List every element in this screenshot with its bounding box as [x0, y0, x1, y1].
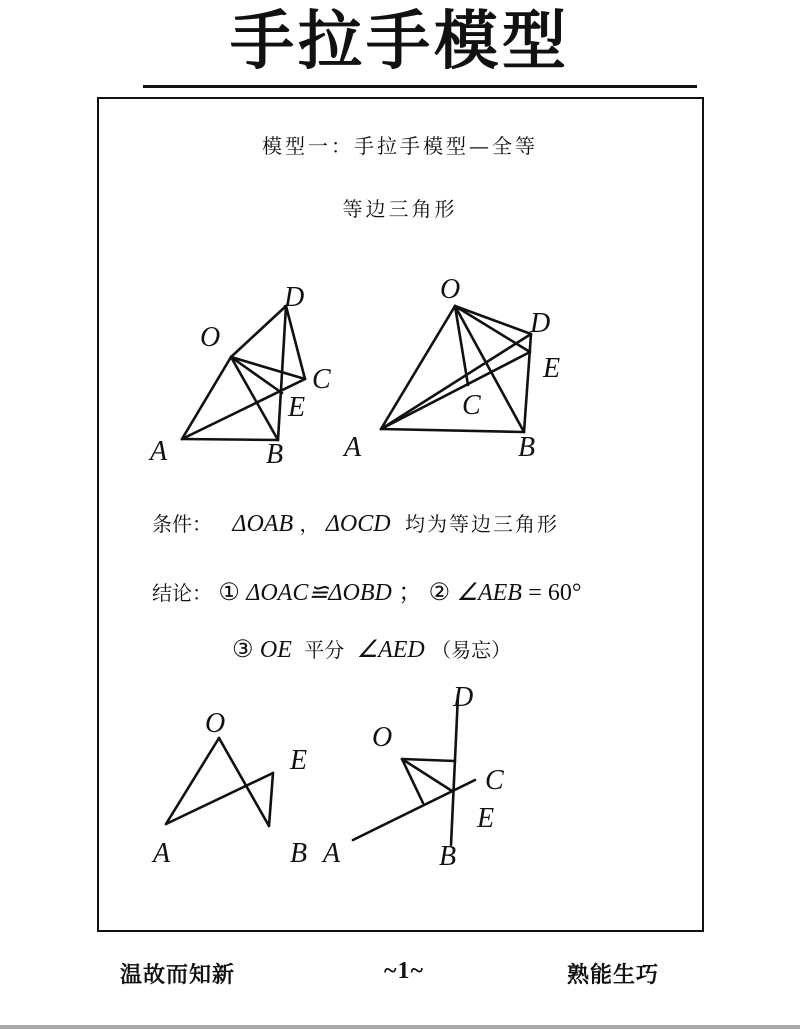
- segment-oe: OE: [259, 637, 292, 663]
- label-C: C: [312, 364, 331, 395]
- label-E: E: [290, 745, 308, 776]
- page-title: 手拉手模型: [230, 5, 570, 79]
- marker-3: ③: [232, 637, 254, 663]
- label-D: D: [530, 308, 551, 339]
- conditions-label: 条件：: [152, 512, 212, 536]
- angle-aeb: ∠AEB: [456, 580, 522, 606]
- figure-4: [321, 682, 504, 872]
- bisects-text: 平分: [304, 638, 345, 662]
- label-E: E: [477, 803, 495, 834]
- label-A: A: [344, 432, 362, 463]
- label-O: O: [200, 322, 221, 353]
- footer-left: 温故而知新: [120, 962, 236, 988]
- label-C: C: [462, 390, 481, 421]
- conclusion-3-line: [232, 634, 511, 664]
- label-C: C: [485, 765, 504, 796]
- congruence-expr: ΔOAC≌ΔOBD: [246, 580, 392, 606]
- label-B: B: [266, 439, 284, 470]
- label-B: B: [439, 841, 457, 872]
- triangle-ocd: ΔOCD: [325, 511, 391, 537]
- label-B: B: [290, 838, 308, 869]
- label-O: O: [372, 722, 393, 753]
- bottom-border: [0, 1025, 800, 1029]
- conclusions-label: 结论：: [152, 581, 212, 605]
- marker-1: ①: [218, 580, 240, 606]
- separator: ；: [398, 580, 423, 606]
- label-D: D: [453, 682, 474, 713]
- label-E: E: [288, 392, 306, 423]
- easy-to-forget-note: （易忘）: [431, 638, 512, 662]
- figure-3: [151, 708, 307, 869]
- label-O: O: [205, 708, 226, 739]
- figure-1: [148, 282, 331, 470]
- label-A: A: [323, 838, 341, 869]
- angle-value: = 60°: [528, 580, 582, 606]
- page-number: ~1~: [384, 958, 424, 984]
- conditions-text: 均为等边三角形: [404, 512, 559, 536]
- marker-2: ②: [428, 580, 451, 606]
- conditions-line: [152, 508, 559, 538]
- label-A: A: [150, 436, 168, 467]
- label-O: O: [440, 274, 461, 305]
- conclusions-line: [152, 572, 581, 607]
- figure-2: [342, 274, 560, 463]
- footer-right: 熟能生巧: [567, 962, 660, 988]
- label-E: E: [543, 353, 561, 384]
- label-D: D: [284, 282, 305, 313]
- section-subheading: 等边三角形: [342, 197, 458, 221]
- label-B: B: [518, 432, 536, 463]
- angle-aed: ∠AED: [356, 637, 425, 663]
- separator: ，: [299, 512, 320, 536]
- label-A: A: [153, 838, 171, 869]
- triangle-oab: ΔOAB: [232, 511, 294, 537]
- section-heading: 模型一：手拉手模型—全等: [262, 134, 538, 158]
